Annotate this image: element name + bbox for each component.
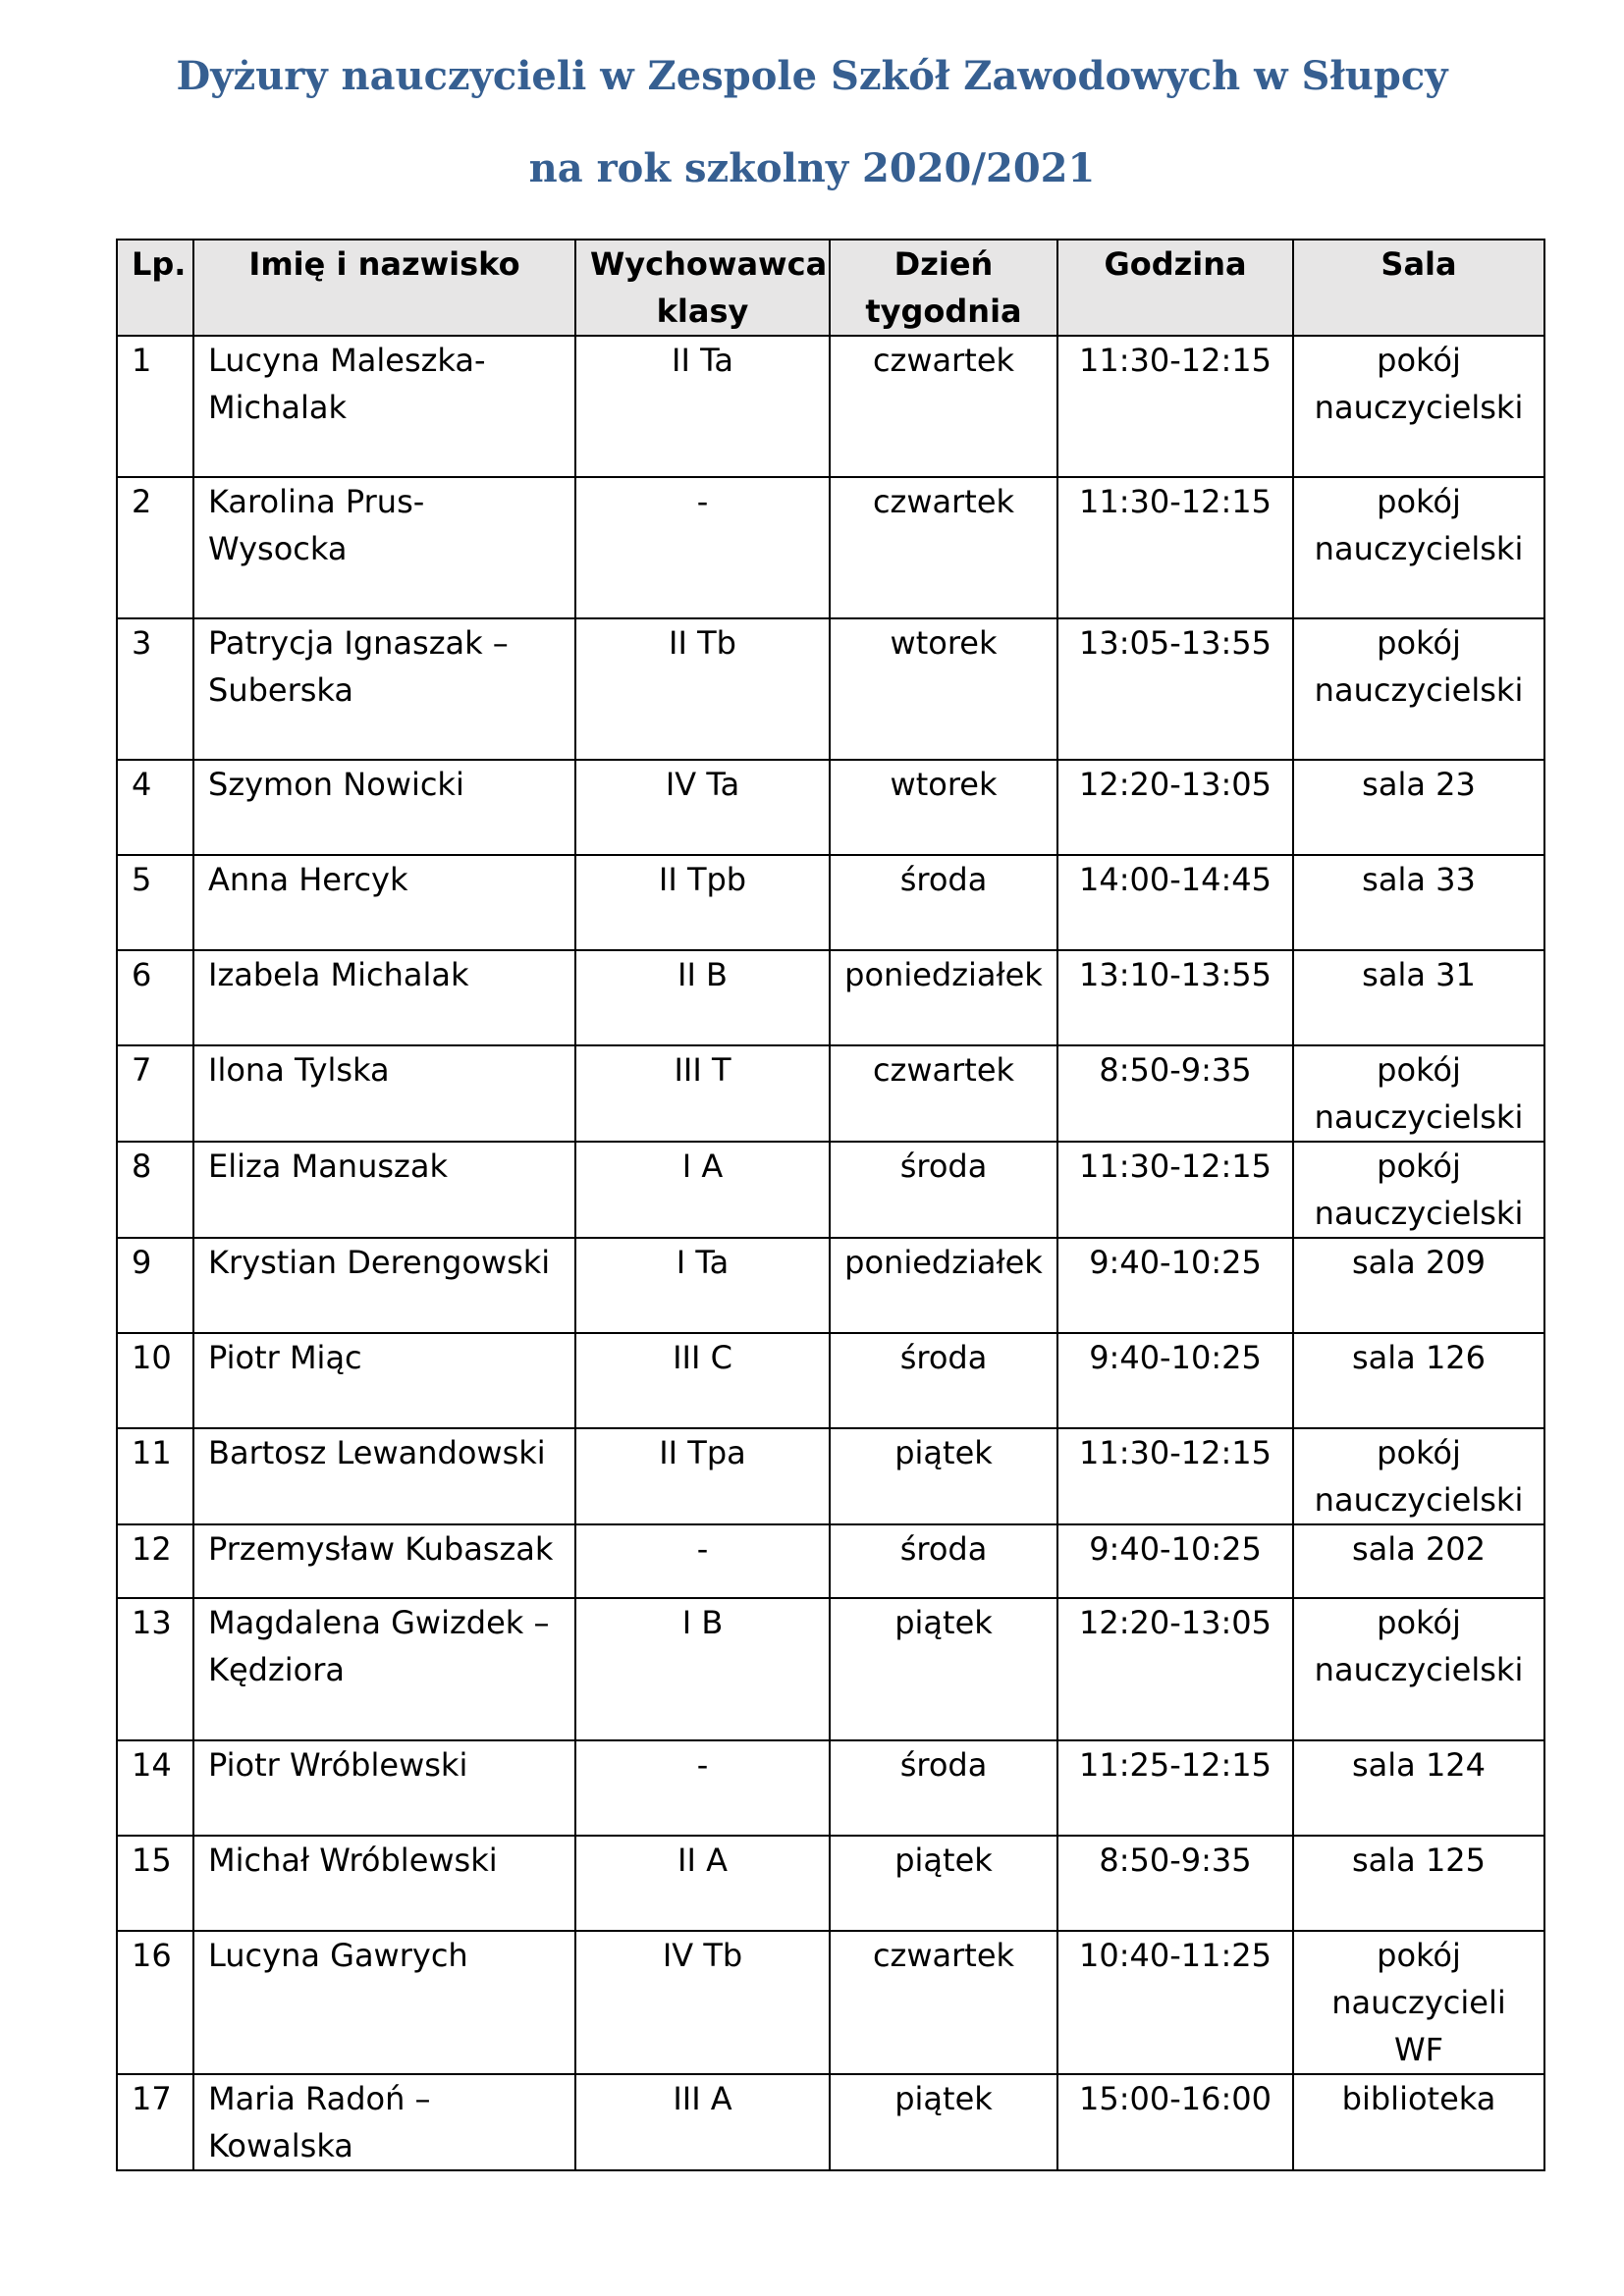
cell-hour: 11:30-12:15 [1057,477,1293,618]
cell-class-teacher: I Ta [575,1238,830,1333]
cell-room: pokój nauczycieli WF [1293,1931,1544,2074]
cell-lp: 17 [117,2074,193,2170]
table-row [117,1931,1544,2074]
cell-room: pokój nauczycielski [1293,1428,1544,1524]
cell-class-teacher: I B [575,1598,830,1740]
cell-class-teacher: II Tpa [575,1428,830,1524]
cell-room: pokój nauczycielski [1293,618,1544,760]
cell-name: Michał Wróblewski [193,1836,575,1931]
cell-day: piątek [830,1428,1057,1524]
cell-room: sala 31 [1293,950,1544,1045]
cell-name: Anna Hercyk [193,855,575,950]
table-row [117,1836,1544,1931]
cell-lp: 9 [117,1238,193,1333]
cell-hour: 12:20-13:05 [1057,760,1293,855]
table-body [117,336,1544,2170]
cell-class-teacher: III T [575,1045,830,1142]
cell-lp: 1 [117,336,193,477]
cell-name: Przemysław Kubaszak [193,1524,575,1598]
table-header-row [117,240,1544,336]
cell-room: sala 33 [1293,855,1544,950]
cell-lp: 15 [117,1836,193,1931]
cell-room: sala 124 [1293,1740,1544,1836]
cell-lp: 5 [117,855,193,950]
cell-name: Krystian Derengowski [193,1238,575,1333]
cell-class-teacher: - [575,1524,830,1598]
cell-day: środa [830,1524,1057,1598]
cell-room: sala 126 [1293,1333,1544,1428]
cell-day: piątek [830,1836,1057,1931]
cell-name: Maria Radoń – Kowalska [193,2074,575,2170]
cell-room: sala 202 [1293,1524,1544,1598]
cell-lp: 2 [117,477,193,618]
cell-hour: 14:00-14:45 [1057,855,1293,950]
cell-lp: 13 [117,1598,193,1740]
table-row [117,1740,1544,1836]
cell-name: Eliza Manuszak [193,1142,575,1238]
cell-hour: 9:40-10:25 [1057,1524,1293,1598]
table-row [117,1333,1544,1428]
cell-day: czwartek [830,1931,1057,2074]
cell-room: pokój nauczycielski [1293,336,1544,477]
cell-lp: 7 [117,1045,193,1142]
cell-name: Lucyna Gawrych [193,1931,575,2074]
cell-room: pokój nauczycielski [1293,1598,1544,1740]
cell-class-teacher: II B [575,950,830,1045]
cell-hour: 11:30-12:15 [1057,1428,1293,1524]
table-row [117,618,1544,760]
cell-hour: 9:40-10:25 [1057,1333,1293,1428]
document-subtitle: na rok szkolny 2020/2021 [528,145,1096,191]
cell-name: Piotr Wróblewski [193,1740,575,1836]
table-row [117,2074,1544,2170]
table-row [117,855,1544,950]
table-row [117,1045,1544,1142]
table-row [117,1238,1544,1333]
cell-hour: 10:40-11:25 [1057,1931,1293,2074]
column-header-day: Dzień tygodnia [830,240,1057,336]
table-row [117,1428,1544,1524]
cell-day: środa [830,1142,1057,1238]
cell-hour: 11:25-12:15 [1057,1740,1293,1836]
cell-class-teacher: II Tb [575,618,830,760]
cell-day: środa [830,1333,1057,1428]
cell-day: środa [830,855,1057,950]
cell-class-teacher: III A [575,2074,830,2170]
cell-lp: 3 [117,618,193,760]
cell-lp: 16 [117,1931,193,2074]
cell-class-teacher: I A [575,1142,830,1238]
cell-hour: 15:00-16:00 [1057,2074,1293,2170]
column-header-lp: Lp. [117,240,193,336]
cell-hour: 11:30-12:15 [1057,336,1293,477]
cell-lp: 12 [117,1524,193,1598]
table-row [117,1524,1544,1598]
cell-hour: 9:40-10:25 [1057,1238,1293,1333]
cell-day: wtorek [830,760,1057,855]
cell-room: pokój nauczycielski [1293,1142,1544,1238]
cell-day: piątek [830,1598,1057,1740]
table-row [117,336,1544,477]
cell-name: Karolina Prus-Wysocka [193,477,575,618]
cell-room: biblioteka [1293,2074,1544,2170]
cell-day: piątek [830,2074,1057,2170]
column-header-name: Imię i nazwisko [193,240,575,336]
cell-name: Piotr Miąc [193,1333,575,1428]
cell-hour: 11:30-12:15 [1057,1142,1293,1238]
cell-class-teacher: - [575,1740,830,1836]
cell-name: Bartosz Lewandowski [193,1428,575,1524]
cell-name: Patrycja Ignaszak – Suberska [193,618,575,760]
table-row [117,1598,1544,1740]
cell-hour: 13:10-13:55 [1057,950,1293,1045]
cell-lp: 11 [117,1428,193,1524]
cell-day: czwartek [830,477,1057,618]
column-header-class-teacher: Wychowawca klasy [575,240,830,336]
cell-name: Szymon Nowicki [193,760,575,855]
cell-class-teacher: II A [575,1836,830,1931]
cell-day: czwartek [830,1045,1057,1142]
cell-class-teacher: II Ta [575,336,830,477]
table-row [117,1142,1544,1238]
column-header-hour: Godzina [1057,240,1293,336]
cell-name: Ilona Tylska [193,1045,575,1142]
cell-day: wtorek [830,618,1057,760]
cell-name: Magdalena Gwizdek – Kędziora [193,1598,575,1740]
cell-day: czwartek [830,336,1057,477]
duty-roster-table [116,239,1545,2171]
cell-lp: 10 [117,1333,193,1428]
cell-name: Izabela Michalak [193,950,575,1045]
cell-lp: 14 [117,1740,193,1836]
cell-hour: 12:20-13:05 [1057,1598,1293,1740]
cell-hour: 8:50-9:35 [1057,1836,1293,1931]
cell-lp: 8 [117,1142,193,1238]
cell-class-teacher: III C [575,1333,830,1428]
cell-day: środa [830,1740,1057,1836]
column-header-room: Sala [1293,240,1544,336]
table-row [117,760,1544,855]
cell-hour: 8:50-9:35 [1057,1045,1293,1142]
cell-lp: 6 [117,950,193,1045]
cell-class-teacher: IV Ta [575,760,830,855]
cell-lp: 4 [117,760,193,855]
cell-room: sala 23 [1293,760,1544,855]
cell-name: Lucyna Maleszka-Michalak [193,336,575,477]
cell-class-teacher: IV Tb [575,1931,830,2074]
cell-room: sala 209 [1293,1238,1544,1333]
table-row [117,950,1544,1045]
table-row [117,477,1544,618]
cell-room: pokój nauczycielski [1293,477,1544,618]
cell-class-teacher: - [575,477,830,618]
cell-day: poniedziałek [830,950,1057,1045]
cell-room: pokój nauczycielski [1293,1045,1544,1142]
cell-class-teacher: II Tpb [575,855,830,950]
cell-room: sala 125 [1293,1836,1544,1931]
document-title: Dyżury nauczycieli w Zespole Szkół Zawodowych w Słupcy [176,53,1448,99]
cell-day: poniedziałek [830,1238,1057,1333]
cell-hour: 13:05-13:55 [1057,618,1293,760]
